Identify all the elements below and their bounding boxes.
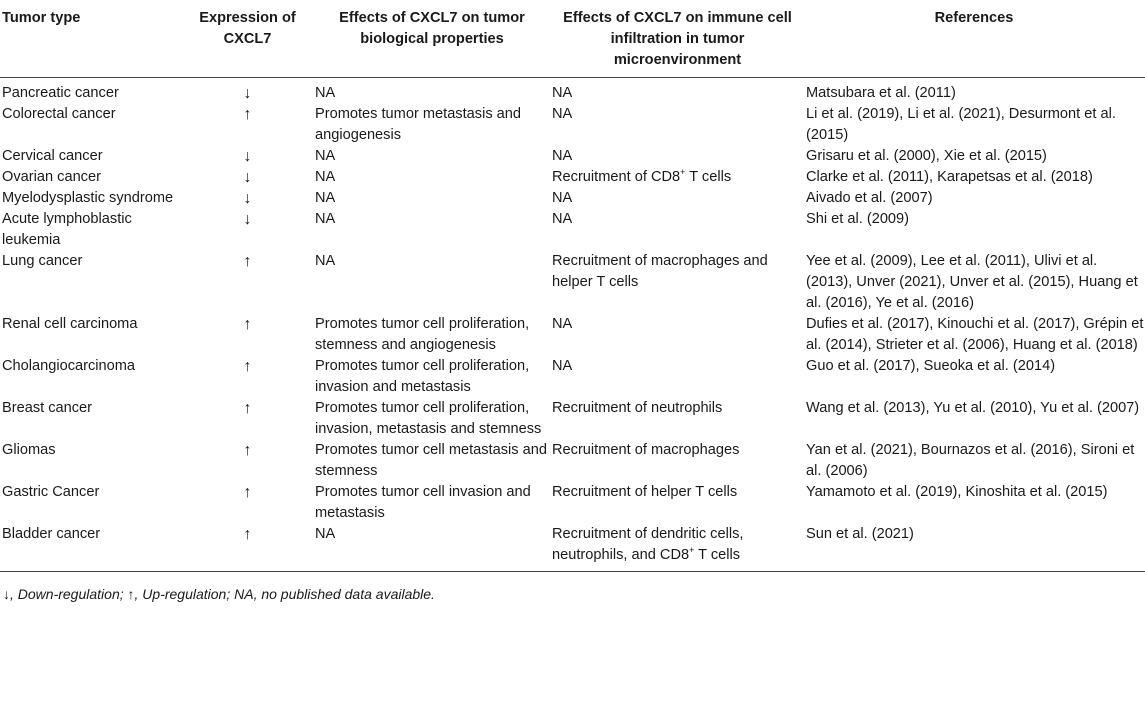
cell-effects-immune [552,524,803,572]
header-references: References [803,0,1145,78]
cell-effects-biological: NA [315,148,336,164]
table-row [0,314,1145,356]
down-arrow-symbol: ↓ [3,586,10,602]
cell-effects-biological: NA [315,211,336,227]
cell-tumor-type: Acute lymphoblastic leukemia [2,211,132,248]
cell-tumor-type: Gliomas [2,442,56,458]
cell-references: Matsubara et al. (2011) [806,85,956,101]
cell-references: Aivado et al. (2007) [806,190,933,206]
cell-effects-immune: Recruitment of macrophages and helper T cells [552,253,768,290]
cell-tumor-type: Ovarian cancer [2,169,101,185]
table-row [0,167,1145,188]
cell-expression: ↑ [243,253,252,270]
up-arrow-symbol: ↑ [127,586,135,602]
cell-expression: ↓ [243,190,252,207]
table-row [0,251,1145,314]
cell-references: Guo et al. (2017), Sueoka et al. (2014) [806,358,1056,374]
superscript-plus: + [689,545,695,556]
cell-expression: ↑ [243,442,252,459]
cell-effects-biological: Promotes tumor metastasis and angiogenesis [315,106,522,143]
cell-references: Clarke et al. (2011), Karapetsas et al. (2018) [806,169,1093,185]
header-effects-immune: Effects of CXCL7 on immune cell infiltration in tumor microenvironment [552,0,803,78]
cell-effects-immune: NA [552,211,573,227]
table-row [0,482,1145,524]
table-row [0,524,1145,572]
cell-tumor-type: Lung cancer [2,253,83,269]
immune-text-suffix: T cells [694,547,741,563]
cell-effects-immune: Recruitment of helper T cells [552,484,738,500]
superscript-plus: + [680,167,686,178]
cell-references: Grisaru et al. (2000), Xie et al. (2015) [806,148,1047,164]
cell-references: Sun et al. (2021) [803,524,1145,572]
cell-references: Yamamoto et al. (2019), Kinoshita et al. (2015) [806,484,1108,500]
cell-effects-immune: NA [552,190,573,206]
cell-references: Yee et al. (2009), Lee et al. (2011), Ulivi et al. (2013), Unver (2021), Unver et al. (2015), Huang et al. (2016), Ye et al. (2016) [806,253,1138,311]
cell-expression: ↑ [183,524,312,572]
cell-effects-immune: Recruitment of neutrophils [552,400,723,416]
immune-text: Recruitment of dendritic cells, neutrophils, and CD8 [552,526,744,563]
cell-references: Li et al. (2019), Li et al. (2021), Desurmont et al. (2015) [806,106,1116,143]
cell-effects-biological: NA [312,524,552,572]
table-row [0,104,1145,146]
cell-tumor-type: Breast cancer [2,400,93,416]
cell-references: Dufies et al. (2017), Kinouchi et al. (2017), Grépin et al. (2014), Strieter et al. (2006), Huang et al. (2018) [806,316,1144,353]
cell-effects-immune: Recruitment of macrophages [552,442,740,458]
cell-expression: ↓ [243,148,252,165]
cell-effects-immune: NA [552,316,573,332]
cell-expression: ↑ [243,358,252,375]
cell-expression: ↑ [243,106,252,123]
down-regulation-text: , Down-regulation; [10,586,128,602]
table-row [0,440,1145,482]
immune-text: Recruitment of CD8 [552,169,681,185]
cell-tumor-type: Renal cell carcinoma [2,316,138,332]
cell-effects-immune: NA [552,85,573,101]
table-row [0,398,1145,440]
cell-expression: ↓ [243,169,252,186]
cell-effects-immune [552,167,803,188]
table-row [0,146,1145,167]
cell-tumor-type: Bladder cancer [0,524,183,572]
up-regulation-text: , Up-regulation; NA, no published data available. [134,586,435,602]
cell-tumor-type: Cholangiocarcinoma [2,358,136,374]
header-effects-biological: Effects of CXCL7 on tumor biological properties [312,0,552,78]
table-row [0,188,1145,209]
cell-expression: ↓ [243,85,252,102]
table-row [0,356,1145,398]
table-footnote [0,572,1145,602]
cell-tumor-type: Colorectal cancer [2,106,116,122]
cell-references: Shi et al. (2009) [806,211,910,227]
immune-text-suffix: T cells [685,169,732,185]
cell-effects-biological: Promotes tumor cell proliferation, stemness and angiogenesis [315,316,530,353]
cell-tumor-type: Cervical cancer [2,148,103,164]
cell-effects-immune: NA [552,106,573,122]
cell-tumor-type: Myelodysplastic syndrome [2,190,174,206]
cell-expression: ↑ [243,400,252,417]
cell-tumor-type: Gastric Cancer [2,484,100,500]
cell-effects-biological: NA [315,85,336,101]
table-row [0,78,1145,105]
cell-expression: ↓ [243,211,252,228]
cell-effects-biological: Promotes tumor cell proliferation, invasion and metastasis [315,358,530,395]
cell-effects-biological: Promotes tumor cell proliferation, invasion, metastasis and stemness [315,400,542,437]
cell-effects-immune: NA [552,358,573,374]
header-tumor-type: Tumor type [0,0,183,78]
cell-effects-biological: Promotes tumor cell invasion and metastasis [315,484,531,521]
cell-tumor-type: Pancreatic cancer [2,85,119,101]
cell-expression: ↑ [243,484,252,501]
cell-effects-biological: NA [315,253,336,269]
cell-effects-immune: NA [552,148,573,164]
header-row [0,0,1145,78]
cell-effects-biological: Promotes tumor cell metastasis and stemness [315,442,547,479]
cell-expression: ↑ [243,316,252,333]
cell-references: Wang et al. (2013), Yu et al. (2010), Yu et al. (2007) [806,400,1140,416]
cell-references: Yan et al. (2021), Bournazos et al. (2016), Sironi et al. (2006) [806,442,1135,479]
cell-effects-biological: NA [315,190,336,206]
header-expression: Expression of CXCL7 [183,0,312,78]
table-row [0,209,1145,251]
cell-effects-biological: NA [315,169,336,185]
